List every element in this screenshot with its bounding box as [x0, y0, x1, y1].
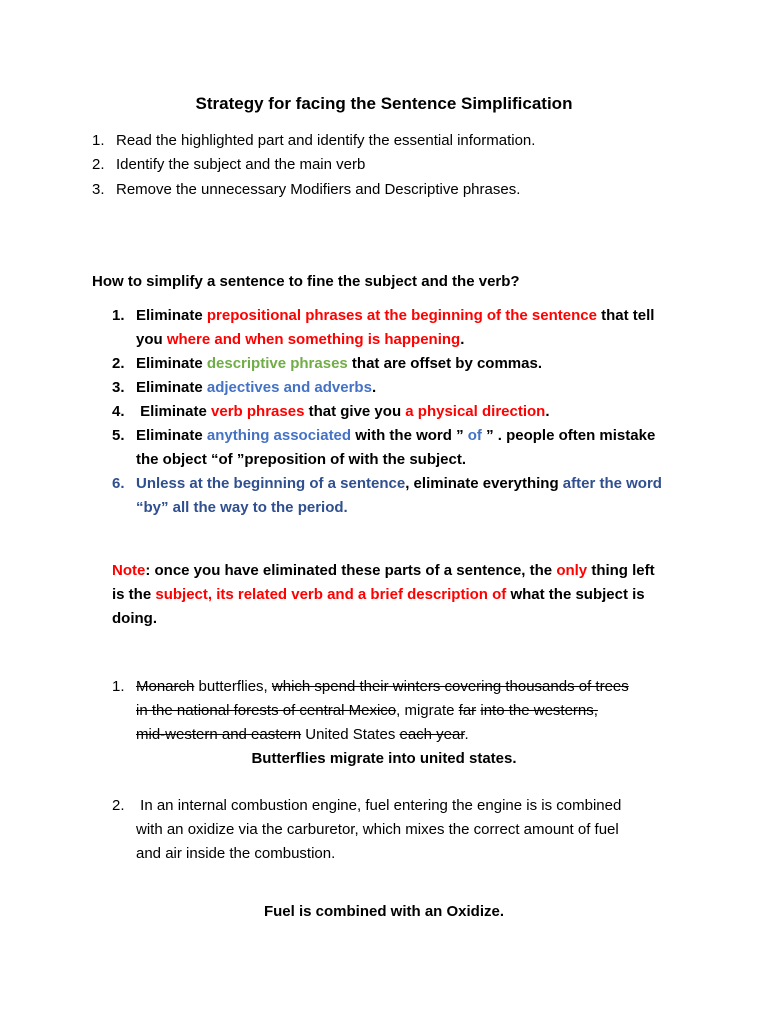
rule-text: the object “of ”preposition of with the subject.: [136, 451, 466, 468]
highlight-blue: anything associated: [206, 427, 352, 444]
list-number: 2.: [112, 355, 125, 372]
list-item: [112, 403, 550, 420]
list-item: [112, 379, 376, 396]
example-line: with an oxidize via the carburetor, which mixes the correct amount of fuel: [136, 821, 619, 838]
note-text: is the: [112, 586, 156, 603]
list-number: 3.: [112, 379, 125, 396]
kept-text: United States: [301, 726, 400, 743]
highlight-blue: of: [467, 427, 482, 444]
kept-text: butterflies,: [194, 678, 272, 695]
highlight-red: prepositional phrases at the beginning of the sentence: [206, 307, 597, 324]
note-text: thing left: [587, 562, 655, 579]
example-answer: Fuel is combined with an Oxidize.: [263, 903, 505, 920]
example-line: [136, 702, 598, 719]
rule-text: you: [136, 331, 167, 348]
example-line: [136, 726, 469, 743]
rule-text: .: [545, 403, 550, 420]
note-label: Note: [112, 562, 146, 579]
kept-text: .: [464, 726, 469, 743]
list-number: 3.: [92, 181, 105, 198]
highlight-red: a physical direction: [405, 403, 546, 420]
struck-text: in the national forests of central Mexico: [136, 702, 397, 719]
list-text: Read the highlighted part and identify the essential information.: [116, 132, 536, 149]
list-item: [92, 156, 365, 173]
highlight-navy: “by” all the way to the period.: [136, 499, 348, 516]
highlight-red: subject, its related verb and a brief description of: [155, 586, 507, 603]
list-number: 6.: [112, 475, 125, 492]
list-text: Identify the subject and the main verb: [116, 156, 366, 173]
highlight-red: only: [556, 562, 588, 579]
struck-text: into the westerns,: [480, 702, 598, 719]
list-item-continuation: [136, 331, 464, 348]
highlight-blue: adjectives and adverbs: [206, 379, 372, 396]
struck-text: which spend their winters covering thousands of trees: [271, 678, 629, 695]
struck-text: each year: [399, 726, 465, 743]
rule-text: that tell: [596, 307, 655, 324]
highlight-red: where and when something is happening: [166, 331, 461, 348]
list-item: [92, 181, 520, 198]
list-number: 1.: [112, 307, 125, 324]
rule-text: that give you: [304, 403, 406, 420]
note-line: [112, 562, 655, 579]
list-number: 2.: [112, 797, 125, 814]
list-item: [92, 132, 535, 149]
note-line: [112, 610, 157, 627]
example-line: [112, 678, 629, 695]
rule-text: with the word ”: [351, 427, 468, 444]
list-item-continuation: [136, 451, 466, 468]
example-text: In an internal combustion engine, fuel entering the engine is is combined: [136, 797, 622, 814]
list-number: 1.: [92, 132, 105, 149]
list-item: [112, 307, 654, 324]
page-title: Strategy for facing the Sentence Simplification: [195, 94, 573, 113]
note-text: doing.: [112, 610, 157, 627]
rule-text: , eliminate everything: [405, 475, 563, 492]
example-line: [112, 797, 621, 814]
list-item: [112, 427, 655, 444]
kept-text: , migrate: [396, 702, 459, 719]
rule-text: Eliminate: [136, 379, 207, 396]
list-number: 2.: [92, 156, 105, 173]
note-line: [112, 586, 645, 603]
note-text: what the subject is: [506, 586, 645, 603]
struck-text: Monarch: [136, 678, 195, 695]
struck-text: mid-western and eastern: [136, 726, 302, 743]
list-number: 4.: [112, 403, 125, 420]
list-number: 5.: [112, 427, 125, 444]
list-item: [112, 355, 542, 372]
rule-text: Eliminate: [136, 403, 212, 420]
rule-text: .: [371, 379, 377, 396]
rule-text: Eliminate: [136, 355, 207, 372]
example-line: and air inside the combustion.: [136, 845, 336, 862]
struck-text: far: [458, 702, 477, 719]
rule-text: that are offset by commas.: [347, 355, 542, 372]
rule-text: .: [460, 331, 465, 348]
list-item: [112, 475, 662, 492]
list-text: Remove the unnecessary Modifiers and Descriptive phrases.: [116, 181, 521, 198]
list-item-continuation: [136, 499, 348, 516]
highlight-navy: Unless at the beginning of a sentence: [136, 475, 406, 492]
rule-text: Eliminate: [136, 427, 207, 444]
rule-text: Eliminate: [136, 307, 207, 324]
list-number: 1.: [112, 678, 125, 695]
example-answer: Butterflies migrate into united states.: [251, 750, 517, 767]
highlight-navy: after the word: [562, 475, 662, 492]
section-question: How to simplify a sentence to fine the subject and the verb?: [92, 273, 520, 290]
note-text: : once you have eliminated these parts of a sentence, the: [145, 562, 557, 579]
highlight-green: descriptive phrases: [206, 355, 348, 372]
highlight-red: verb phrases: [211, 403, 305, 420]
rule-text: ” . people often mistake: [481, 427, 656, 444]
